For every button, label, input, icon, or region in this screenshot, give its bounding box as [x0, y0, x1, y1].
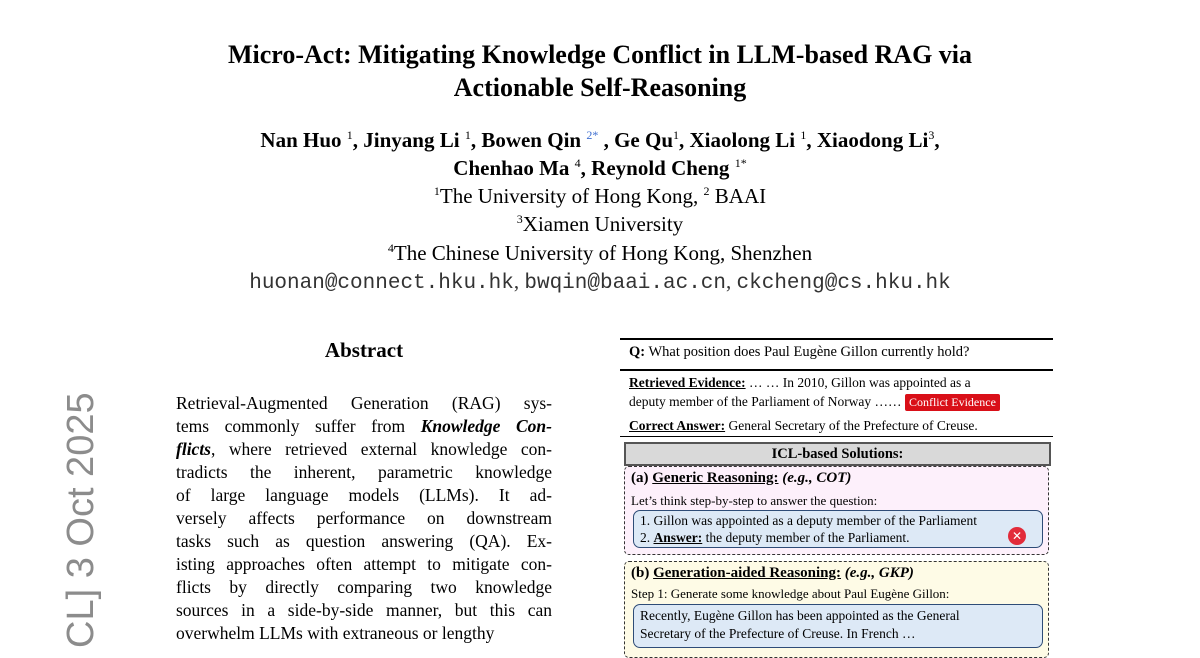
abstract-text: flicts by directly comparing two knowledge — [176, 577, 552, 597]
panel-a-prompt: Let’s think step-by-step to answer the question: — [631, 493, 878, 508]
author-affiliation-sup: 1* — [734, 156, 747, 170]
paper-title-line2: Actionable Self-Reasoning — [453, 73, 747, 102]
authors-line1 — [0, 128, 1200, 153]
author-affiliation-sup: 3 — [928, 128, 935, 142]
author-emails: huonan@connect.hku.hk, bwqin@baai.ac.cn, ckcheng@cs.hku.hk — [249, 269, 951, 295]
panel-a-step2: 2. Answer: the deputy member of the Parliament. — [640, 530, 910, 545]
panel-generic-reasoning — [624, 466, 1049, 555]
panel-a-step1: 1. Gillon was appointed as a deputy member of the Parliament — [640, 513, 978, 528]
abstract-text: overwhelm LLMs with extraneous or lengthy — [176, 623, 495, 643]
email-2[interactable]: bwqin@baai.ac.cn — [524, 272, 727, 295]
abstract-line — [176, 553, 552, 576]
abstract-body — [176, 392, 552, 645]
correct-answer: Correct Answer: General Secretary of the Prefecture of Creuse. — [629, 418, 978, 433]
figure-question-rule — [620, 369, 1053, 371]
author-separator: , — [470, 128, 482, 152]
abstract-line — [176, 530, 552, 553]
author-affiliation-sup: 4 — [574, 156, 581, 170]
author-affiliation-sup: 2* — [586, 128, 599, 142]
author-name: Jinyang Li — [363, 128, 465, 152]
panel-generation-aided-reasoning — [624, 561, 1049, 658]
abstract-line — [176, 507, 552, 530]
abstract-line — [176, 415, 552, 438]
abstract-line — [176, 461, 552, 484]
abstract-heading: Abstract — [324, 338, 404, 362]
retrieved-evidence-cont: deputy member of the Parliament of Norway …… Conflict Evidence — [629, 394, 1000, 411]
abstract-text: , where retrieved external knowledge con- — [211, 439, 552, 459]
paper-title-line1: Micro-Act: Mitigating Knowledge Conflict in LLM-based RAG via — [227, 40, 973, 69]
arxiv-stamp: CL] 3 Oct 2025 — [60, 392, 102, 648]
panel-b-title: (b) Generation-aided Reasoning: (e.g., GKP) — [631, 565, 914, 581]
retrieved-evidence: Retrieved Evidence: … … In 2010, Gillon was appointed as a — [629, 375, 971, 390]
abstract-text: tems commonly suffer from — [176, 416, 421, 436]
affiliation-3: $^4$The Chinese University of Hong Kong, Shenzhen — [387, 241, 813, 265]
author-name: Ge Qu — [614, 128, 674, 152]
abstract-text: flicts — [176, 439, 211, 459]
abstract-line — [176, 576, 552, 599]
wrong-x-icon: ✕ — [1008, 527, 1026, 545]
abstract-line — [176, 599, 552, 622]
panel-a-title: (a) Generic Reasoning: (e.g., COT) — [631, 470, 852, 486]
author-name: Nan Huo — [260, 128, 347, 152]
author-name: Xiaolong Li — [689, 128, 801, 152]
author-separator: , — [580, 156, 592, 180]
icl-solutions-header: ICL-based Solutions: — [624, 442, 1051, 466]
abstract-text: tradicts the inherent, parametric knowledge — [176, 462, 552, 482]
author-separator: , — [679, 128, 690, 152]
affiliation-2: $^3$Xiamen University — [516, 212, 684, 236]
abstract-line — [176, 484, 552, 507]
authors-line2 — [0, 156, 1200, 181]
figure-question: Q: What position does Paul Eugène Gillon currently hold? — [629, 344, 970, 360]
abstract-line — [176, 392, 552, 415]
figure-top-rule — [620, 338, 1053, 340]
panel-b-step: Step 1: Generate some knowledge about Paul Eugène Gillon: — [631, 586, 950, 601]
panel-b-gen-line1: Recently, Eugène Gillon has been appointed as the General — [640, 608, 960, 623]
abstract-text: Knowledge Con- — [420, 416, 552, 436]
conflict-evidence-badge: Conflict Evidence — [905, 394, 1000, 411]
author-separator: , — [598, 128, 615, 152]
affiliation-1: $^1$The University of Hong Kong, $^2$ BAAI — [433, 184, 767, 208]
panel-a-reasoning-box — [633, 510, 1043, 548]
abstract-text: versely affects performance on downstream — [176, 508, 552, 528]
author-affiliation-sup: 1 — [346, 128, 353, 142]
email-3[interactable]: ckcheng@cs.hku.hk — [736, 272, 951, 295]
email-1[interactable]: huonan@connect.hku.hk — [249, 272, 514, 295]
figure-1 — [620, 338, 1053, 648]
abstract-line — [176, 622, 552, 645]
author-name: Reynold Cheng — [591, 156, 735, 180]
abstract-text: tasks such as question answering (QA). Ex- — [176, 531, 552, 551]
author-name: Bowen Qin — [481, 128, 587, 152]
author-affiliation-sup: 1 — [464, 128, 471, 142]
author-separator: , — [934, 128, 940, 152]
abstract-text: of large language models (LLMs). It ad- — [176, 485, 552, 505]
author-separator: , — [806, 128, 817, 152]
abstract-text: Retrieval-Augmented Generation (RAG) sys- — [176, 393, 552, 413]
author-affiliation-sup: 1 — [800, 128, 807, 142]
abstract-text: isting approaches often attempt to mitigate con- — [176, 554, 552, 574]
panel-b-generated-knowledge-box — [633, 604, 1043, 648]
abstract-text: sources in a side-by-side manner, but this can — [176, 600, 552, 620]
author-affiliation-sup: 1 — [673, 128, 680, 142]
abstract-line — [176, 438, 552, 461]
author-name: Xiaodong Li — [816, 128, 929, 152]
panel-b-gen-line2: Secretary of the Prefecture of Creuse. In French … — [640, 626, 916, 641]
author-name: Chenhao Ma — [453, 156, 575, 180]
figure-mid-rule — [620, 436, 1053, 437]
author-separator: , — [352, 128, 364, 152]
